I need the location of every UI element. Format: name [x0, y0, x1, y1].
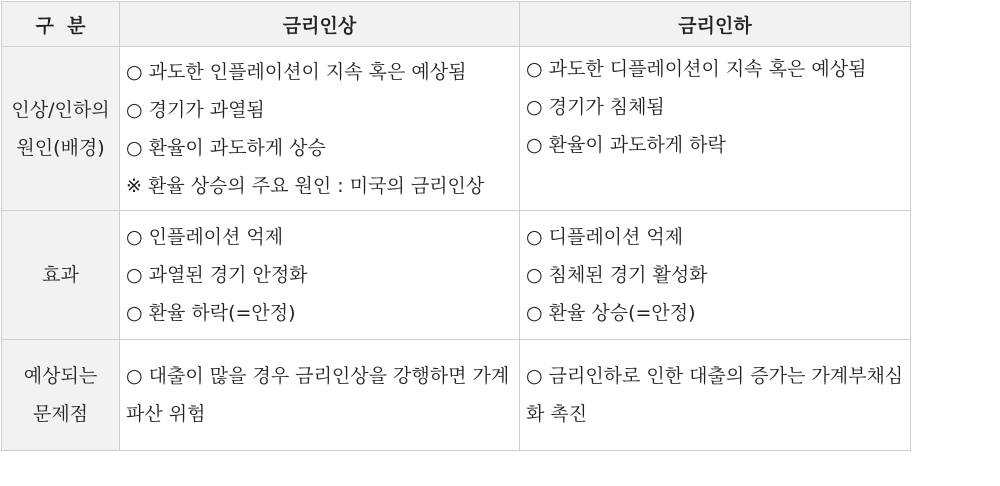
- header-row: [2, 2, 911, 47]
- list-item: ○ 과도한 디플레이션이 지속 혹은 예상됨: [526, 58, 867, 80]
- table-row-effect: [2, 211, 911, 340]
- list-item: ○ 침체된 경기 활성화: [526, 264, 708, 286]
- row-label-line: 문제점: [32, 403, 89, 425]
- cause-cut-cell: [520, 47, 911, 211]
- list-item: ○ 디플레이션 억제: [526, 226, 684, 248]
- list-item: ○ 경기가 과열됨: [126, 98, 265, 121]
- row-label-effect: [2, 211, 120, 340]
- list-item: ○ 인플레이션 억제: [126, 226, 284, 248]
- list-item: ○ 환율 상승(=안정): [526, 302, 696, 324]
- list-item: ○ 환율이 과도하게 하락: [526, 134, 726, 156]
- problem-raise-cell: [120, 340, 520, 451]
- comparison-table: [1, 1, 911, 451]
- table-row-cause: [2, 47, 911, 211]
- list-item: ○ 과열된 경기 안정화: [126, 264, 308, 286]
- problem-cut-cell: [520, 340, 911, 451]
- effect-raise-cell: [120, 211, 520, 340]
- list-item: ○ 경기가 침체됨: [526, 96, 665, 118]
- row-label-line: 예상되는: [23, 365, 98, 387]
- list-item: ○ 환율 하락(=안정): [126, 302, 296, 324]
- list-item: ○ 환율이 과도하게 상승: [126, 136, 326, 159]
- list-item: ○ 금리인하로 인한 대출의 증가는 가계부채심화 촉진: [526, 365, 904, 425]
- effect-cut-cell: [520, 211, 911, 340]
- header-rate-raise: 금리인상: [120, 2, 520, 47]
- row-label-cause: [2, 47, 120, 211]
- row-label-line: 인상/인하의: [11, 98, 110, 121]
- row-label-line: 효과: [42, 264, 79, 286]
- header-rate-cut: 금리인하: [520, 2, 911, 47]
- row-label-problem: [2, 340, 120, 451]
- header-category: 구 분: [2, 2, 120, 47]
- list-item: ○ 대출이 많을 경우 금리인상을 강행하면 가계파산 위험: [126, 365, 510, 425]
- row-label-line: 원인(배경): [16, 136, 105, 159]
- list-item-note: ※ 환율 상승의 주요 원인 : 미국의 금리인상: [126, 174, 485, 197]
- table-row-problem: [2, 340, 911, 451]
- cause-raise-cell: [120, 47, 520, 211]
- list-item: ○ 과도한 인플레이션이 지속 혹은 예상됨: [126, 60, 467, 83]
